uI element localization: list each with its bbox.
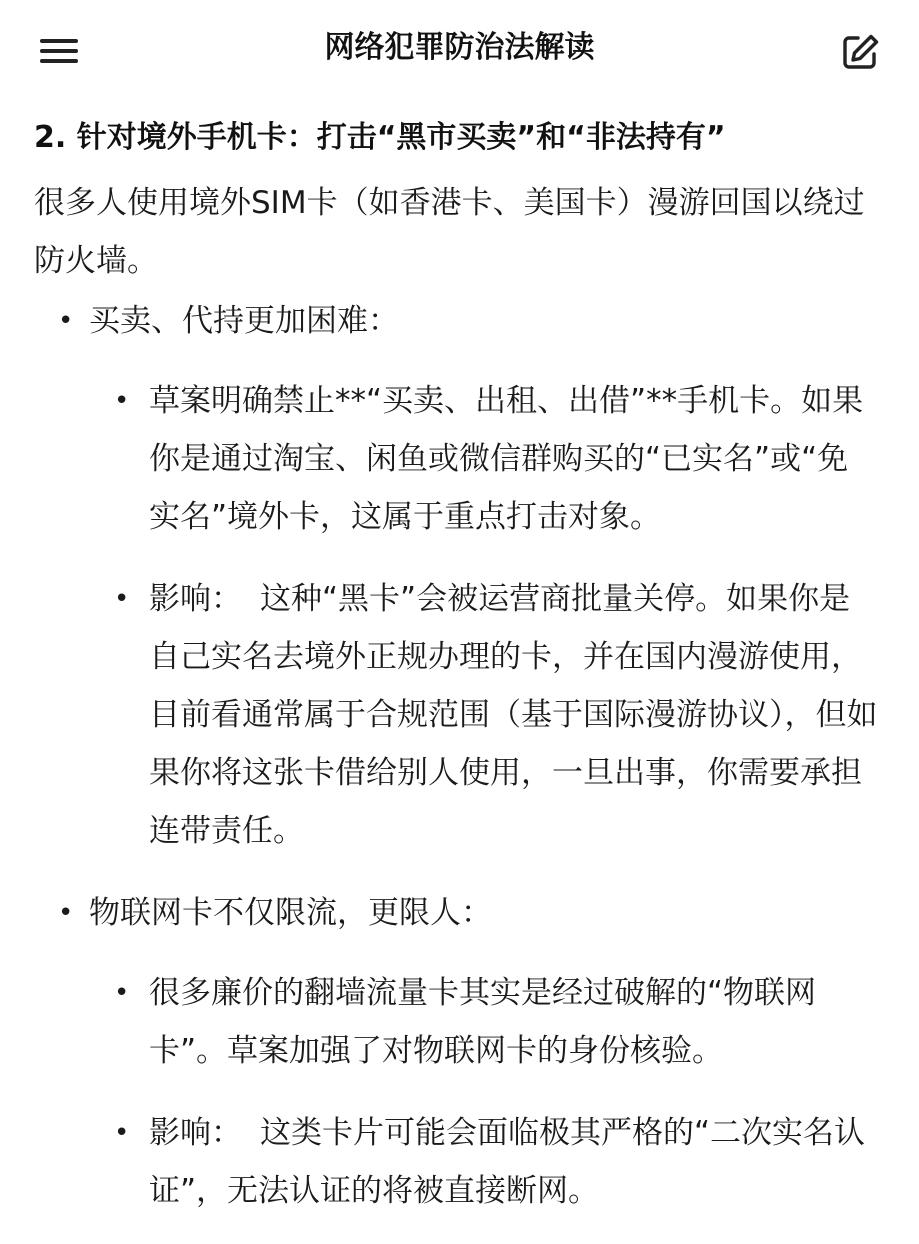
sub-bullet-list [89, 964, 884, 1220]
sub-bullet-list [89, 372, 884, 860]
sub-list-item [89, 1104, 884, 1220]
intro-paragraph: 很多人使用境外SIM卡（如香港卡、美国卡）漫游回国以绕过防火墙。 [34, 185, 865, 279]
bullet-dot: • [114, 978, 130, 1008]
page-title: 网络犯罪防治法解读 [324, 30, 595, 65]
list-item [34, 292, 884, 860]
bullet-list [34, 292, 884, 1220]
list-item [34, 884, 884, 1220]
sub-list-item-text: 影响： 这类卡片可能会面临极其严格的“二次实名认证”，无法认证的将被直接断网。 [149, 1115, 866, 1209]
sub-list-item [89, 372, 884, 546]
bullet-dot: • [58, 306, 74, 336]
bullet-dot: • [114, 1118, 130, 1148]
list-item-heading: 买卖、代持更加困难： [89, 303, 399, 339]
impact-label: 影响： [149, 1115, 242, 1151]
impact-label: 影响： [149, 581, 242, 617]
compose-edit-icon [838, 30, 882, 74]
message-content [34, 108, 884, 1244]
list-item-heading: 物联网卡不仅限流，更限人： [89, 895, 492, 931]
bullet-dot: • [58, 898, 74, 928]
new-chat-button[interactable] [838, 30, 882, 74]
section-heading: 2. 针对境外手机卡：打击“黑市买卖”和“非法持有” [34, 120, 726, 155]
sub-list-item [89, 570, 884, 860]
top-bar [0, 0, 919, 100]
sub-list-item-text: 很多廉价的翻墙流量卡其实是经过破解的“物联网卡”。草案加强了对物联网卡的身份核验。 [149, 975, 817, 1069]
sub-list-item-text: 草案明确禁止**“买卖、出租、出借”**手机卡。如果你是通过淘宝、闲鱼或微信群购买的“已实名”或“免实名”境外卡，这属于重点打击对象。 [149, 383, 864, 535]
bullet-dot: • [114, 386, 130, 416]
bullet-dot: • [114, 584, 130, 614]
sub-list-item [89, 964, 884, 1080]
sub-list-item-text: 影响： 这种“黑卡”会被运营商批量关停。如果你是自己实名去境外正规办理的卡，并在国内漫游使用，目前看通常属于合规范围（基于国际漫游协议），但如果你将这张卡借给别人使用，一旦出事，你需要承担连带责任。 [149, 581, 878, 849]
